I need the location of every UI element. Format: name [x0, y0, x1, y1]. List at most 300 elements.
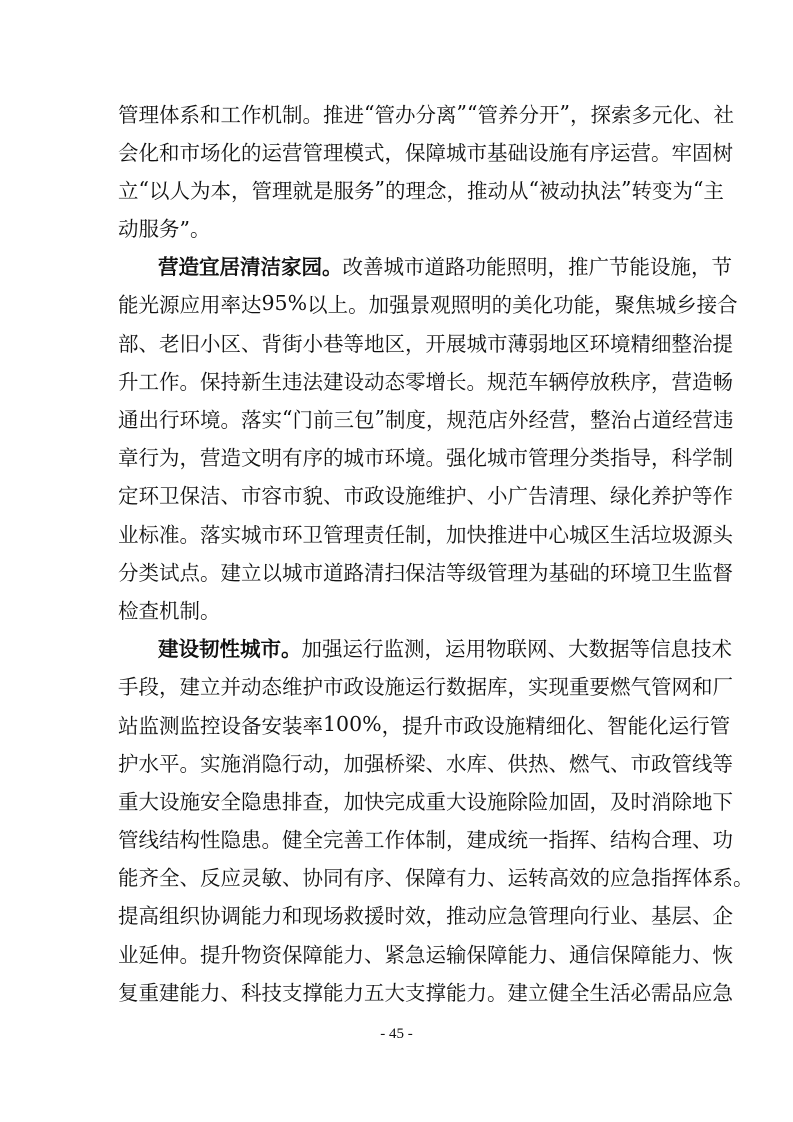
glyph: 市 [487, 331, 508, 356]
glyph: 准 [159, 522, 180, 547]
glyph: 范 [466, 408, 488, 432]
glyph: 设 [528, 140, 549, 165]
glyph: 患 [241, 828, 262, 853]
text-line [118, 552, 733, 589]
glyph: 本 [210, 178, 231, 203]
glyph: 组 [159, 904, 180, 929]
glyph: 被 [538, 178, 560, 203]
glyph: 貌 [302, 484, 323, 509]
glyph: 停 [569, 369, 590, 394]
glyph: 供 [507, 751, 528, 776]
glyph: 观 [430, 293, 451, 318]
glyph: 施 [179, 789, 200, 814]
glyph: 、 [630, 904, 651, 929]
glyph: 展 [446, 331, 467, 356]
glyph: 管 [671, 751, 692, 776]
glyph: 建 [179, 675, 200, 700]
glyph: 大 [138, 789, 159, 814]
glyph: 。 [261, 828, 282, 853]
text-line [118, 400, 734, 437]
glyph: 除 [671, 789, 692, 814]
glyph: 化 [532, 293, 554, 318]
glyph: 能 [241, 904, 262, 929]
glyph: 政 [651, 751, 672, 776]
glyph: 网 [671, 675, 692, 700]
glyph: 合 [651, 828, 672, 853]
glyph: 照 [450, 293, 472, 318]
glyph: 背 [261, 331, 282, 356]
glyph: 力 [343, 942, 364, 967]
glyph: 挥 [671, 866, 692, 891]
glyph: 的 [589, 866, 610, 891]
glyph: 保 [179, 484, 200, 509]
glyph: 法 [302, 369, 323, 394]
glyph: 障 [425, 140, 446, 165]
glyph: 高 [548, 866, 569, 891]
glyph: 础 [569, 560, 590, 585]
glyph: 业 [118, 942, 139, 967]
glyph: 多 [631, 102, 652, 127]
glyph: 生 [589, 980, 610, 1005]
glyph: 有 [343, 866, 364, 891]
glyph: 恢 [712, 942, 733, 967]
glyph: ， [651, 369, 672, 394]
glyph: 大 [384, 980, 405, 1005]
glyph: 行 [138, 446, 159, 471]
glyph: 输 [446, 942, 467, 967]
glyph: 增 [425, 369, 446, 394]
text-line [118, 94, 734, 131]
glyph: 达 [241, 293, 262, 318]
glyph: 大 [446, 789, 467, 814]
glyph: 运 [507, 866, 528, 891]
glyph: 细 [651, 331, 672, 356]
glyph: 会 [118, 140, 139, 165]
glyph: 等 [692, 484, 713, 509]
glyph: 加 [446, 522, 467, 547]
glyph: 固 [692, 140, 713, 165]
glyph: 数 [446, 675, 467, 700]
glyph: 监 [179, 713, 200, 738]
glyph: 工 [138, 369, 159, 394]
glyph: 管 [528, 904, 549, 929]
glyph: 排 [282, 789, 303, 814]
glyph: 险 [528, 789, 549, 814]
glyph: 治 [692, 331, 713, 356]
glyph: 设 [484, 713, 505, 738]
glyph: 的 [323, 446, 344, 471]
glyph: 障 [302, 942, 323, 967]
glyph: 境 [610, 331, 631, 356]
glyph: “ [466, 100, 478, 125]
glyph: 查 [302, 789, 323, 814]
glyph: 分 [118, 560, 139, 585]
glyph: 管 [651, 675, 672, 700]
glyph: 库 [466, 751, 487, 776]
glyph: 市 [261, 522, 282, 547]
glyph: 业 [118, 522, 139, 547]
glyph: 理 [405, 178, 426, 203]
glyph: 卫 [159, 484, 180, 509]
glyph: 开 [538, 102, 560, 127]
glyph: 合 [717, 293, 738, 318]
glyph: 化 [566, 713, 587, 738]
glyph: 环 [138, 484, 159, 509]
glyph: 、 [466, 484, 487, 509]
glyph: 有 [446, 866, 467, 891]
glyph: 协 [200, 904, 221, 929]
glyph: 能 [179, 980, 200, 1005]
glyph: 等 [343, 331, 364, 356]
glyph: 信 [589, 942, 610, 967]
glyph: 急 [507, 904, 528, 929]
glyph: 试 [159, 560, 180, 585]
glyph: 资 [261, 942, 282, 967]
glyph: 应 [692, 980, 713, 1005]
glyph: 、 [610, 751, 631, 776]
glyph: 推 [487, 522, 508, 547]
glyph: 作 [241, 102, 262, 127]
glyph: 装 [282, 713, 303, 738]
glyph: 保 [405, 560, 426, 585]
glyph: 垃 [651, 522, 672, 547]
glyph: ， [384, 140, 405, 165]
glyph: 营 [630, 140, 651, 165]
glyph: 设 [159, 789, 180, 814]
glyph: 护 [671, 484, 692, 509]
glyph: 序 [302, 446, 323, 471]
glyph: 序 [630, 369, 651, 394]
glyph: 场 [200, 140, 221, 165]
glyph: 市 [630, 751, 651, 776]
glyph: 执 [579, 178, 601, 203]
glyph: 环 [179, 408, 200, 432]
glyph: 能 [446, 980, 467, 1005]
glyph: 力 [528, 942, 549, 967]
glyph: 城 [241, 522, 262, 547]
glyph: 人 [169, 178, 190, 203]
glyph: 立 [200, 675, 221, 700]
glyph: 全 [302, 828, 323, 853]
glyph: ， [569, 408, 590, 432]
glyph: 违 [712, 408, 734, 432]
glyph: 巷 [323, 331, 344, 356]
glyph: 市 [179, 140, 200, 165]
glyph: 式 [364, 140, 385, 165]
glyph: 0 [336, 711, 350, 736]
glyph: 基 [651, 904, 672, 929]
glyph: ， [159, 675, 180, 700]
glyph: 化 [630, 484, 651, 509]
glyph: 聚 [614, 293, 636, 318]
glyph: 能 [507, 942, 528, 967]
glyph: 以 [307, 293, 328, 318]
text-line [118, 476, 733, 513]
glyph: ， [507, 675, 528, 700]
glyph: 高 [138, 904, 159, 929]
text-line [118, 781, 733, 818]
glyph: 设 [466, 789, 487, 814]
glyph: 市 [507, 446, 528, 471]
glyph: 以 [261, 560, 282, 585]
glyph: 占 [630, 408, 652, 432]
glyph: 树 [712, 140, 733, 165]
glyph: 生 [610, 522, 631, 547]
glyph: “ [138, 176, 149, 201]
glyph: 化 [220, 140, 241, 165]
glyph: 细 [545, 713, 567, 738]
glyph: 营 [692, 408, 713, 432]
glyph: 前 [312, 408, 334, 432]
glyph: 管 [487, 560, 508, 585]
glyph: 化 [672, 102, 693, 127]
glyph: 探 [590, 102, 611, 127]
glyph: 理 [548, 904, 569, 929]
glyph: 任 [384, 522, 405, 547]
glyph: 运 [425, 942, 446, 967]
glyph: 行 [425, 675, 446, 700]
glyph: 门 [292, 408, 313, 432]
glyph: 、 [220, 484, 241, 509]
glyph: 理 [569, 484, 590, 509]
glyph: 、 [548, 751, 569, 776]
glyph: 城 [569, 522, 590, 547]
glyph: 从 [507, 178, 529, 203]
glyph: 。 [487, 980, 508, 1005]
glyph: 据 [466, 675, 487, 700]
glyph: 市 [302, 560, 323, 585]
glyph: 保 [610, 942, 631, 967]
glyph: ， [425, 904, 446, 929]
glyph: 制 [425, 828, 446, 853]
glyph: 体 [159, 102, 180, 127]
glyph: 和 [159, 140, 180, 165]
text-line [118, 285, 738, 322]
glyph: 健 [282, 828, 303, 853]
glyph: 清 [364, 560, 385, 585]
glyph: 源 [692, 522, 713, 547]
glyph: 养 [497, 102, 519, 127]
glyph: 作 [712, 484, 733, 509]
glyph: 道 [323, 560, 344, 585]
glyph: 源 [159, 293, 180, 318]
glyph: 理 [271, 178, 293, 203]
glyph: 指 [610, 446, 631, 471]
glyph: 序 [589, 140, 610, 165]
glyph: 复 [118, 980, 139, 1005]
glyph: 础 [507, 140, 528, 165]
glyph: 管 [251, 178, 272, 203]
glyph: 效 [405, 904, 426, 929]
glyph: 监 [692, 560, 713, 585]
glyph: 光 [138, 293, 159, 318]
text-span: 加强运行监测，运用物联网、大数据等信息技术 [301, 637, 732, 662]
glyph: 重 [138, 980, 159, 1005]
glyph: 部 [118, 331, 139, 356]
text-line [118, 858, 754, 895]
glyph: 。 [466, 369, 487, 394]
glyph: 完 [323, 828, 344, 853]
glyph: 建 [323, 369, 344, 394]
text-line [118, 170, 724, 207]
glyph: 制 [282, 102, 303, 127]
glyph: 全 [159, 866, 180, 891]
glyph: 城 [343, 446, 364, 471]
glyph: 造 [692, 369, 713, 394]
glyph: 制 [405, 522, 426, 547]
glyph: 主 [703, 178, 724, 203]
text-line: 动服务”。 [118, 217, 211, 242]
glyph: 的 [491, 293, 513, 318]
glyph: 态 [261, 675, 282, 700]
glyph: 环 [610, 560, 631, 585]
glyph: 实 [261, 408, 282, 432]
glyph: 施 [220, 751, 241, 776]
glyph: 能 [651, 942, 672, 967]
glyph: 体 [692, 866, 713, 891]
glyph: 行 [159, 408, 180, 432]
glyph: 。 [220, 408, 241, 432]
glyph: 行 [282, 751, 303, 776]
glyph: 文 [241, 446, 262, 471]
glyph: 、 [323, 484, 344, 509]
glyph: 念 [425, 178, 447, 203]
glyph: 标 [138, 522, 159, 547]
glyph: 升 [220, 942, 241, 967]
glyph: 进 [507, 522, 528, 547]
glyph: 小 [487, 484, 508, 509]
glyph: 制 [384, 408, 406, 432]
glyph: 率 [302, 713, 323, 738]
glyph: 施 [548, 140, 569, 165]
glyph: ， [405, 331, 426, 356]
glyph: 等 [446, 560, 467, 585]
glyph: 圾 [671, 522, 692, 547]
glyph: 挥 [569, 828, 590, 853]
glyph: 智 [607, 713, 628, 738]
glyph: 境 [630, 560, 651, 585]
glyph: 完 [384, 789, 405, 814]
text-line [118, 247, 732, 284]
glyph: 必 [630, 980, 651, 1005]
glyph: 精 [630, 331, 651, 356]
glyph: 维 [425, 484, 446, 509]
glyph: 市 [282, 484, 303, 509]
glyph: 动 [559, 178, 580, 203]
glyph: 落 [241, 408, 262, 432]
glyph: 护 [118, 751, 139, 776]
glyph: 安 [200, 789, 221, 814]
glyph: 全 [569, 980, 590, 1005]
glyph: 管 [477, 102, 498, 127]
glyph: 提 [712, 331, 733, 356]
glyph: 动 [302, 751, 323, 776]
glyph: 保 [405, 866, 426, 891]
glyph: 落 [200, 522, 221, 547]
glyph: 库 [487, 675, 508, 700]
glyph: 齐 [138, 866, 159, 891]
glyph: 广 [507, 484, 528, 509]
glyph: 。 [651, 140, 672, 165]
glyph: 规 [446, 408, 467, 432]
glyph: 要 [589, 675, 610, 700]
glyph: 用 [200, 293, 221, 318]
glyph: 景 [409, 293, 431, 318]
glyph: 提 [402, 713, 423, 738]
glyph: 善 [343, 828, 364, 853]
glyph: 作 [384, 828, 405, 853]
glyph: 立 [528, 980, 549, 1005]
glyph: 向 [569, 904, 590, 929]
glyph: 力 [261, 904, 282, 929]
glyph: 理 [671, 828, 692, 853]
glyph: 路 [343, 560, 364, 585]
glyph: ， [569, 102, 591, 127]
glyph: 开 [425, 331, 446, 356]
glyph: 水 [446, 751, 467, 776]
glyph: 段 [138, 675, 159, 700]
glyph: 责 [364, 522, 385, 547]
glyph: 指 [651, 866, 672, 891]
glyph: 境 [405, 446, 426, 471]
glyph: 分 [569, 446, 590, 471]
glyph: 伸 [159, 942, 180, 967]
glyph: 、 [692, 102, 714, 127]
glyph: 、 [138, 331, 159, 356]
text-line [118, 323, 733, 360]
glyph: 功 [553, 293, 574, 318]
glyph: 构 [179, 828, 200, 853]
glyph: 运 [261, 140, 282, 165]
glyph: 化 [138, 140, 159, 165]
glyph: 社 [713, 102, 734, 127]
glyph: 应 [220, 866, 241, 891]
glyph: 告 [528, 484, 549, 509]
glyph: 设 [220, 713, 241, 738]
glyph: 保 [282, 942, 303, 967]
glyph: 保 [200, 369, 221, 394]
glyph: 、 [487, 751, 508, 776]
glyph: 织 [179, 904, 200, 929]
glyph: 0 [349, 711, 363, 736]
glyph: 指 [548, 828, 569, 853]
glyph: 区 [589, 522, 610, 547]
glyph: 隐 [261, 751, 282, 776]
glyph: 、 [586, 713, 608, 738]
glyph: 紧 [384, 942, 405, 967]
glyph: 、 [384, 866, 405, 891]
glyph: 重 [569, 675, 590, 700]
glyph: 头 [712, 522, 733, 547]
glyph: 建 [507, 980, 528, 1005]
glyph: 中 [528, 522, 549, 547]
glyph: 及 [610, 789, 631, 814]
glyph: 地 [692, 789, 713, 814]
glyph: % [287, 291, 308, 316]
glyph: 应 [610, 866, 631, 891]
glyph: 5 [274, 291, 288, 316]
glyph: 的 [241, 140, 262, 165]
glyph: 活 [610, 980, 631, 1005]
glyph: 经 [671, 408, 693, 432]
glyph: 活 [630, 522, 651, 547]
text-line [118, 514, 733, 551]
glyph: 能 [323, 942, 344, 967]
glyph: 督 [712, 560, 733, 585]
glyph: 系 [179, 102, 200, 127]
glyph: 、 [692, 904, 713, 929]
glyph: 升 [118, 369, 139, 394]
